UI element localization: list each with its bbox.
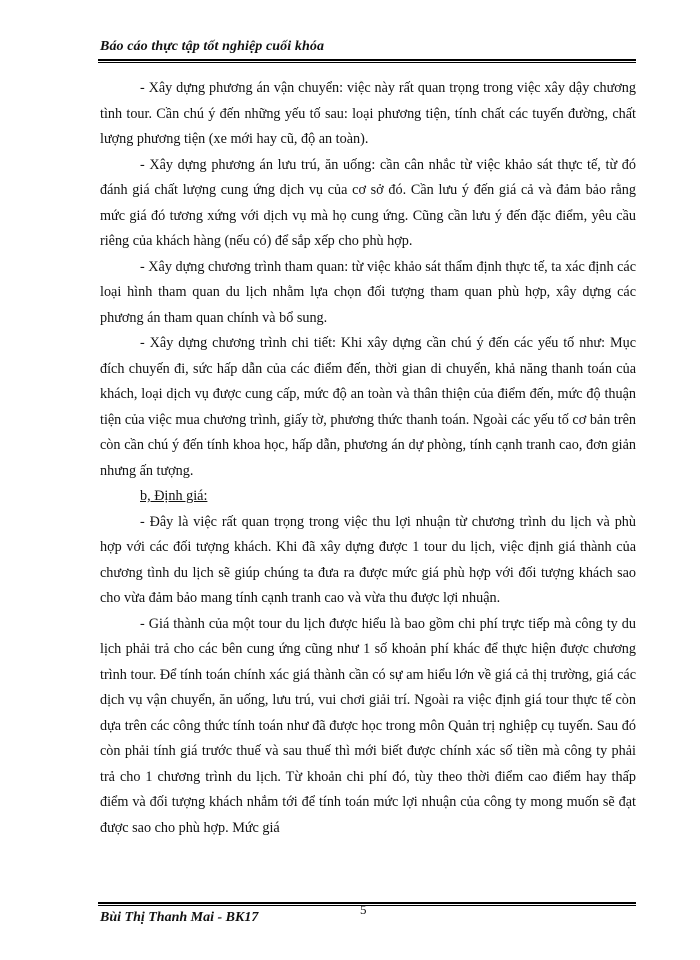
- header-rule-thin: [98, 62, 636, 63]
- paragraph-accommodation: - Xây dựng phương án lưu trú, ăn uống: cần cân nhắc từ việc khảo sát thực tế, từ đó đánh giá chất lượng cung ứng dịch vụ của cơ sở đó. Cần lưu ý đến giá cả và đảm bảo rằng mức giá đó tương xứng với dịch vụ mà họ cung ứng. Cũng cần lưu ý đến đặc điểm, yêu cầu riêng của khách hàng (nếu có) để sắp xếp cho phù hợp.: [100, 156, 636, 249]
- paragraph-detailed-program: - Xây dựng chương trình chi tiết: Khi xây dựng cần chú ý đến các yếu tố như: Mục đích chuyến đi, sức hấp dẫn của các điểm đến, thời gian di chuyển, khả năng thanh toán của khách, loại dịch vụ được cung cấp, mức độ an toàn và thân thiện của điểm đến, mức độ thuận tiện của việc mua chương trình, giấy tờ, phương thức thanh toán. Ngoài các yếu tố cơ bản trên còn cần chú ý đến tính khoa học, hấp dẫn, phương án dự phòng, tính cạnh tranh cao, đơn giản nhưng ấn tượng.: [100, 335, 636, 479]
- paragraph-transport: - Xây dựng phương án vận chuyển: việc này rất quan trọng trong việc xây dậy chương tình tour. Cần chú ý đến những yếu tố sau: loại phương tiện, tính chất các tuyến đường, chất lượng phương tiện (xe mới hay cũ, độ an toàn).: [100, 80, 636, 147]
- paragraph-cost-price: - Giá thành của một tour du lịch được hiểu là bao gồm chi phí trực tiếp mà công ty du lịch phải trả cho các bên cung ứng cũng như 1 số khoản phí khác để thực hiện được chương trình tour. Để tính toán chính xác giá thành cần có sự am hiểu lớn về giá cả thị trường, giá các dịch vụ vận chuyển, ăn uống, lưu trú, vui chơi giải trí. Ngoài ra việc định giá tour thực tế còn dựa trên các công thức tính toán như đã được học trong môn Quản trị nghiệp cụ tuyến. Sau đó còn phải tính giá trước thuế và sau thuế thì mới biết được chính xác số tiền mà công ty phải trả cho 1 chương trình du lịch. Từ khoản chi phí đó, tùy theo thời điểm cao điểm hay thấp điểm và đối tượng khách nhắm tới để tính toán mức lợi nhuận của công ty mong muốn sẽ đạt được sao cho phù hợp. Mức giá: [100, 615, 636, 836]
- footer-rule: [98, 902, 636, 904]
- footer-rule-thin: [98, 905, 636, 906]
- footer-author: Bùi Thị Thanh Mai - BK17: [100, 910, 259, 925]
- header-rule: [98, 59, 636, 61]
- paragraph-sightseeing: - Xây dựng chương trình tham quan: từ việc khảo sát thẩm định thực tế, ta xác định các loại hình tham quan du lịch nhằm lựa chọn đối tượng tham quan phù hợp, xây dựng các phương án tham quan chính và bổ sung.: [100, 258, 636, 326]
- subheading-pricing: b, Định giá:: [140, 488, 208, 504]
- header-title: Báo cáo thực tập tốt nghiệp cuối khóa: [100, 39, 325, 54]
- page-number: 5: [360, 902, 367, 917]
- paragraph-pricing-importance: - Đây là việc rất quan trọng trong việc thu lợi nhuận từ chương trình du lịch và phù hợp với các đối tượng khách. Khi đã xây dựng được 1 tour du lịch, việc định giá thành của chương tình du lịch sẽ giúp chúng ta đưa ra được mức giá phù hợp với đối tượng khách sao cho vừa đảm bảo mang tính cạnh tranh cao và vừa thu được lợi nhuận.: [100, 513, 636, 606]
- document-body: [100, 76, 636, 841]
